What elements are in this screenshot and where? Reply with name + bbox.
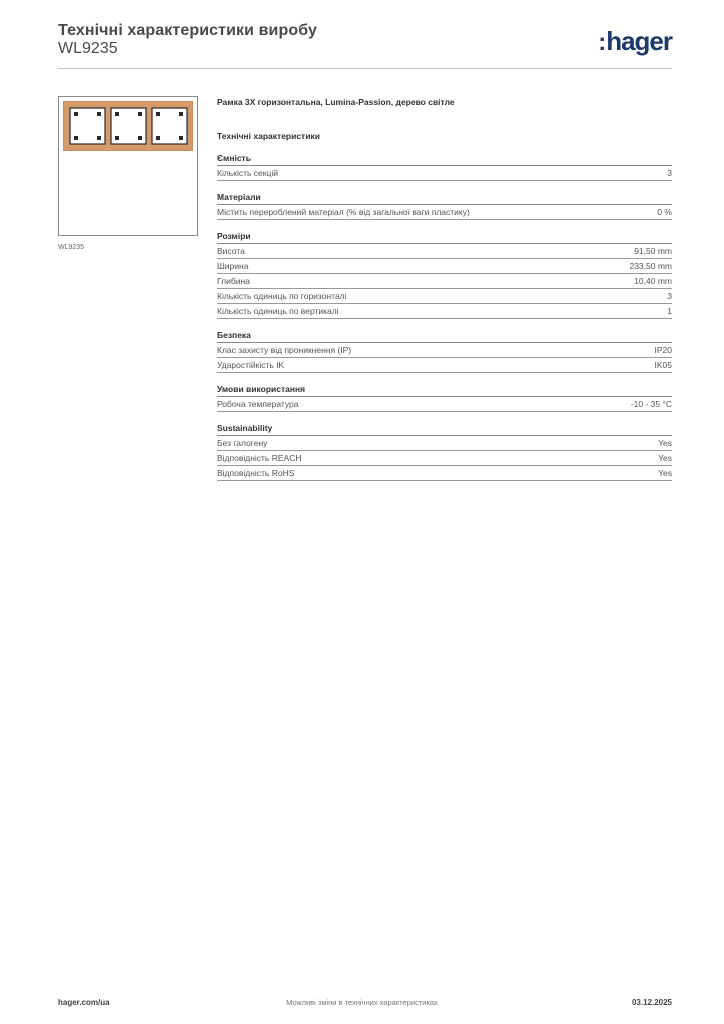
spec-value: Yes (658, 438, 672, 448)
spec-value: -10 - 35 °C (630, 399, 672, 409)
spec-row (217, 166, 672, 181)
spec-value: 3 (667, 168, 672, 178)
spec-row (217, 259, 672, 274)
spec-group (217, 423, 672, 481)
spec-row (217, 358, 672, 373)
spec-row (217, 244, 672, 259)
spec-value: 91,50 mm (634, 246, 672, 256)
spec-group-title: Sustainability (217, 423, 672, 436)
spec-value: 10,40 mm (634, 276, 672, 286)
spec-label: Без галогену (217, 438, 268, 448)
spec-value: Yes (658, 453, 672, 463)
spec-label: Клас захисту від проникнення (IP) (217, 345, 352, 355)
spec-row (217, 304, 672, 319)
spec-label: Ударостійкість IK (217, 360, 285, 370)
header-divider (58, 68, 672, 69)
spec-row (217, 466, 672, 481)
spec-label: Містить перероблений матеріал (% від загальної ваги пластику) (217, 207, 470, 217)
spec-group (217, 153, 672, 181)
spec-label: Ширина (217, 261, 249, 271)
spec-group-title: Розміри (217, 231, 672, 244)
spec-row (217, 436, 672, 451)
page-title: Технічні характеристики виробу (58, 22, 317, 39)
spec-label: Глибина (217, 276, 250, 286)
spec-row (217, 343, 672, 358)
spec-value: 1 (667, 306, 672, 316)
footer-website[interactable]: hager.com/ua (58, 998, 110, 1007)
spec-heading: Технічні характеристики (217, 131, 320, 141)
spec-label: Кількість секцій (217, 168, 278, 178)
spec-content (217, 96, 672, 481)
spec-group (217, 330, 672, 373)
spec-value: 0 % (657, 207, 672, 217)
spec-row (217, 397, 672, 412)
spec-row (217, 274, 672, 289)
spec-label: Відповідність REACH (217, 453, 302, 463)
spec-label: Робоча температура (217, 399, 299, 409)
spec-group-title: Матеріали (217, 192, 672, 205)
footer-notice: Можливі зміни в технічних характеристиках (286, 998, 438, 1007)
hager-logo: :hager (598, 26, 672, 56)
product-code: WL9235 (58, 40, 118, 57)
spec-row (217, 205, 672, 220)
spec-value: 3 (667, 291, 672, 301)
spec-row (217, 451, 672, 466)
spec-label: Кількість одиниць по горизонталі (217, 291, 347, 301)
spec-group (217, 192, 672, 220)
footer-date: 03.12.2025 (631, 998, 672, 1007)
spec-label: Висота (217, 246, 245, 256)
spec-label: Відповідність RoHS (217, 468, 295, 478)
spec-row (217, 289, 672, 304)
spec-groups (217, 153, 672, 481)
spec-group (217, 384, 672, 412)
product-name: Рамка 3X горизонтальна, Lumina-Passion, дерево світле (217, 97, 455, 107)
spec-value: IK05 (654, 360, 672, 370)
spec-group-title: Ємність (217, 153, 672, 166)
spec-group-title: Безпека (217, 330, 672, 343)
product-image-frame (58, 96, 198, 236)
spec-group-title: Умови використання (217, 384, 672, 397)
spec-value: IP20 (654, 345, 672, 355)
spec-label: Кількість одиниць по вертикалі (217, 306, 339, 316)
product-image-caption: WL9235 (58, 244, 85, 251)
product-image (63, 101, 193, 151)
spec-group (217, 231, 672, 319)
spec-value: Yes (658, 468, 672, 478)
spec-value: 233,50 mm (629, 261, 672, 271)
